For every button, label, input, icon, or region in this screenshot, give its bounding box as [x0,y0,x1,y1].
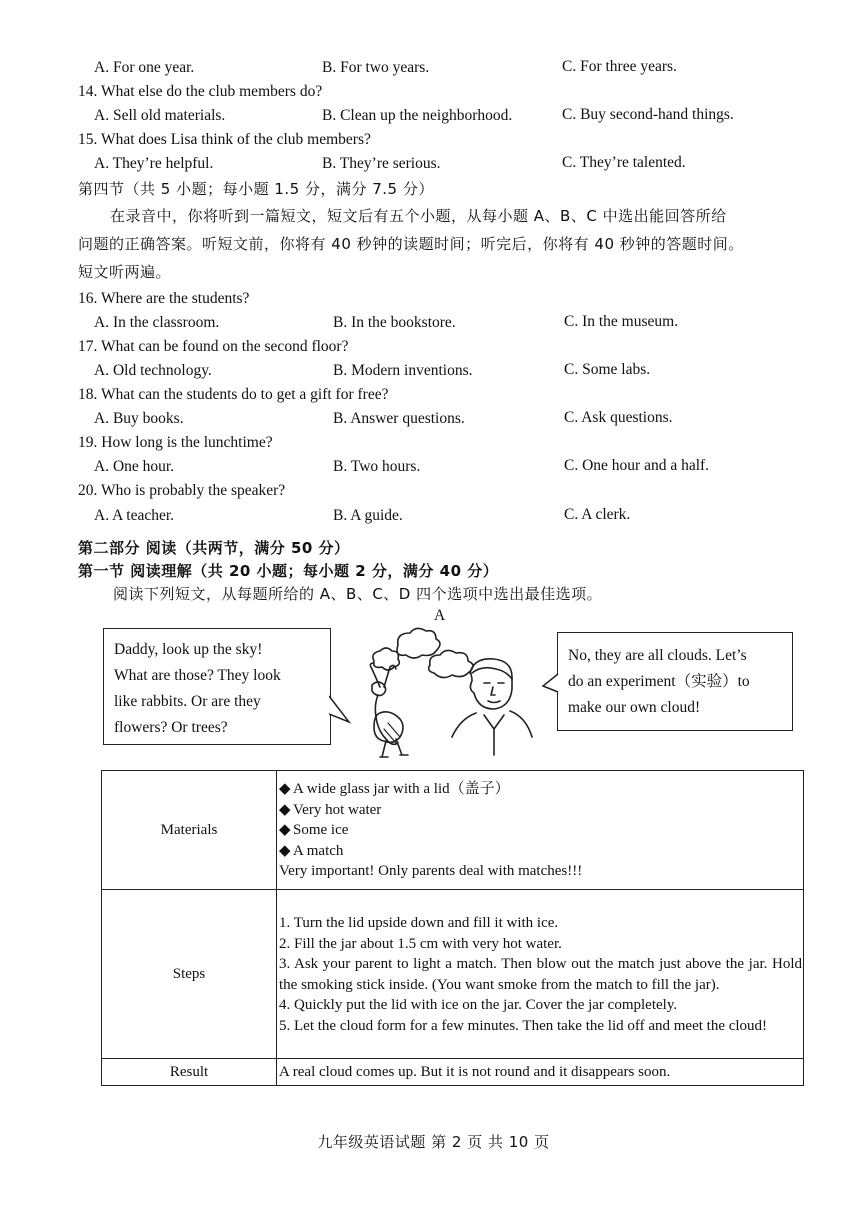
material-item [279,800,802,821]
diamond-bullet-icon: ◆ [279,781,291,798]
steps-row [102,890,804,1059]
father-speech-line: make our own cloud! [568,699,701,716]
father-speech-bubble [557,632,793,731]
child-speech-line: like rabbits. Or are they [114,693,261,710]
q15-option-b: B. They’re serious. [322,155,441,172]
q16-option-a: A. In the classroom. [94,314,220,331]
q16-stem: 16. Where are the students? [78,290,250,307]
cloud-icon [429,650,473,677]
q17-stem: 17. What can be found on the second floor? [78,338,349,355]
steps-label: Steps [102,890,277,1059]
step-item: 1. Turn the lid upside down and fill it with ice. [279,915,559,931]
q13-option-b: B. For two years. [322,59,430,76]
q15-option-c: C. They’re talented. [562,154,686,171]
child-speech-bubble [103,628,331,745]
section4-instruction-2: 问题的正确答案。听短文前，你将有 40 秒钟的读题时间；听完后，你将有 40 秒钟的答题时间。 [78,235,744,253]
q20-option-a: A. A teacher. [94,507,175,524]
q18-stem: 18. What can the students do to get a gift for free? [78,386,389,403]
q20-option-c: C. A clerk. [564,506,631,523]
part2-title: 第二部分 阅读（共两节，满分 50 分） [78,539,350,557]
father-speech-line: No, they are all clouds. Let’s [568,647,747,664]
q14-option-a: A. Sell old materials. [94,107,226,124]
cloud-icon [397,628,440,658]
material-item [279,841,802,862]
result-row [102,1059,804,1086]
passage-label: A [434,607,446,624]
materials-cell [277,771,804,890]
q20-stem: 20. Who is probably the speaker? [78,482,286,499]
q14-stem: 14. What else do the club members do? [78,83,323,100]
material-text: Some ice [293,822,349,839]
page-footer: 九年级英语试题 第 2 页 共 10 页 [317,1133,550,1151]
step-item: 2. Fill the jar about 1.5 cm with very hot water. [279,935,562,952]
step-item: 3. Ask your parent to light a match. Then blow out the match just above the jar. Hold the smoking stick inside. (You want smoke from the match to fill the jar). [279,956,802,993]
child-speech-line: What are those? They look [114,667,281,684]
q16-option-b: B. In the bookstore. [333,314,456,331]
materials-row [102,771,804,890]
part2-section1-title: 第一节 阅读理解（共 20 小题；每小题 2 分，满分 40 分） [78,562,499,580]
child-speech-line: flowers? Or trees? [114,719,228,736]
q18-option-c: C. Ask questions. [564,409,673,426]
q19-stem: 19. How long is the lunchtime? [78,434,273,451]
q20-option-b: B. A guide. [333,507,403,524]
child-and-father-illustration [350,625,550,760]
material-text: Very hot water [293,801,382,818]
material-item [279,779,802,800]
q13-option-a: A. For one year. [94,59,195,76]
q15-option-a: A. They’re helpful. [94,155,214,172]
diamond-bullet-icon: ◆ [279,801,291,818]
q19-option-c: C. One hour and a half. [564,457,710,474]
q15-stem: 15. What does Lisa think of the club members? [78,131,371,148]
q19-option-a: A. One hour. [94,458,175,475]
section4-title: 第四节（共 5 小题；每小题 1.5 分，满分 7.5 分） [78,180,434,198]
child-bubble-tail [329,690,351,726]
father-speech-line: do an experiment（实验）to [568,673,750,690]
q13-option-c: C. For three years. [562,58,677,75]
materials-note: Very important! Only parents deal with matches!!! [279,863,583,880]
materials-label: Materials [102,771,277,890]
part2-instruction: 阅读下列短文，从每题所给的 A、B、C、D 四个选项中选出最佳选项。 [113,585,603,603]
q18-option-a: A. Buy books. [94,410,184,427]
result-text: A real cloud comes up. But it is not round and it disappears soon. [277,1059,804,1086]
steps-cell [277,890,804,1059]
result-label: Result [102,1059,277,1086]
q17-option-a: A. Old technology. [94,362,212,379]
q14-option-c: C. Buy second-hand things. [562,106,734,123]
step-item: 4. Quickly put the lid with ice on the jar. Cover the jar completely. [279,997,678,1013]
material-text: A match [293,842,344,859]
q19-option-b: B. Two hours. [333,458,421,475]
q16-option-c: C. In the museum. [564,313,679,330]
material-text: A wide glass jar with a lid（盖子） [293,781,510,798]
q17-option-b: B. Modern inventions. [333,362,473,379]
diamond-bullet-icon: ◆ [279,822,291,839]
q17-option-c: C. Some labs. [564,361,651,378]
diamond-bullet-icon: ◆ [279,842,291,859]
q14-option-b: B. Clean up the neighborhood. [322,107,513,124]
step-item: 5. Let the cloud form for a few minutes. Then take the lid off and meet the cloud! [279,1017,768,1034]
q18-option-b: B. Answer questions. [333,410,465,427]
material-item [279,820,802,841]
child-speech-line: Daddy, look up the sky! [114,641,263,658]
experiment-table [101,770,804,1086]
section4-instruction-1: 在录音中，你将听到一篇短文，短文后有五个小题，从每小题 A、B、C 中选出能回答所给 [110,207,727,225]
section4-instruction-3: 短文听两遍。 [78,263,172,281]
